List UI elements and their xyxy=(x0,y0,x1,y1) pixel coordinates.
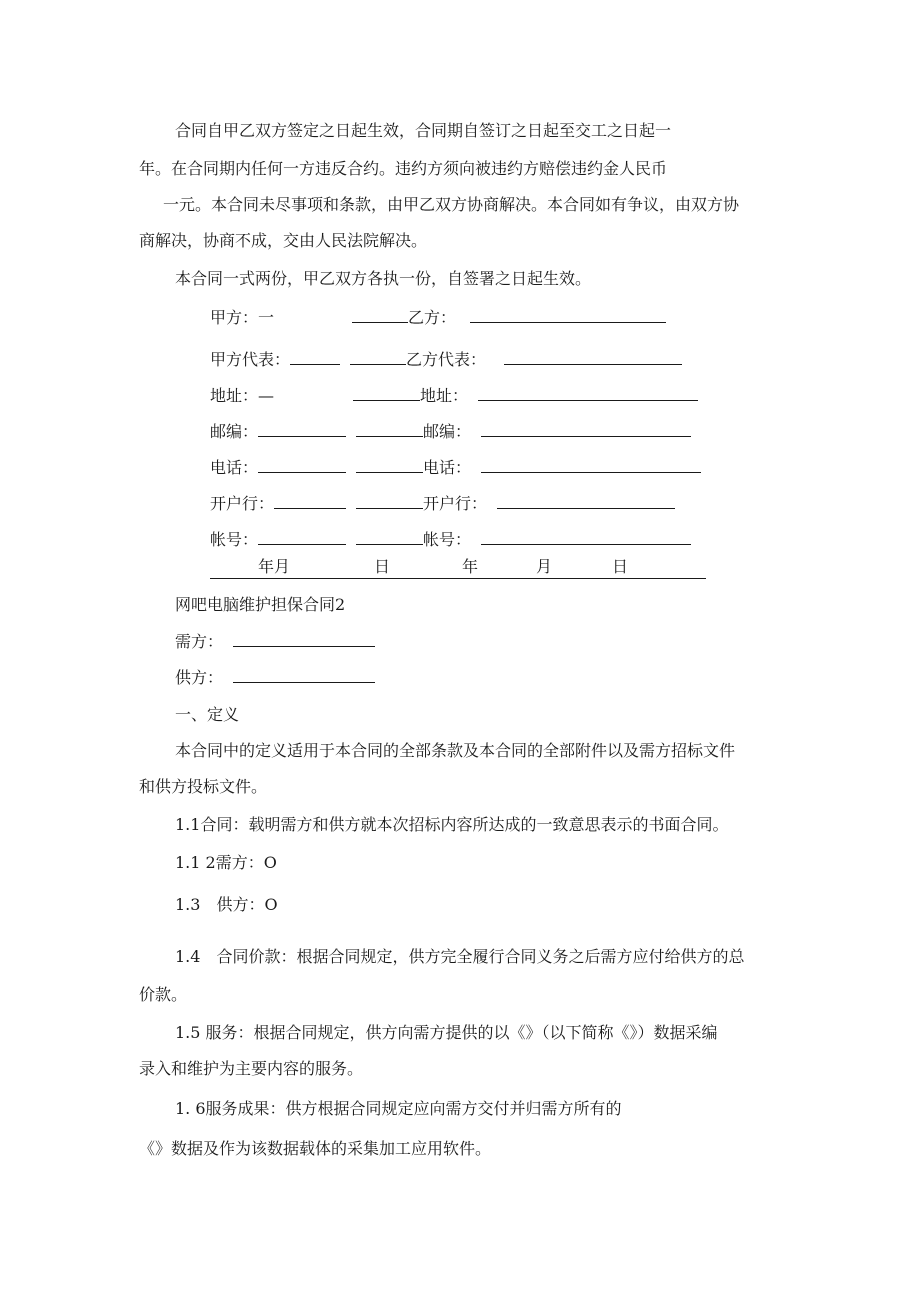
paragraph-effective-line2: 年。在合同期内任何一方违反合约。违约方须向被违约方赔偿违约金人民币 xyxy=(139,159,668,178)
acct-a-blank xyxy=(258,528,346,545)
party-b-label: 乙方： xyxy=(408,308,457,327)
signature-row-zip xyxy=(210,420,691,443)
section-definitions: 一、定义 xyxy=(175,705,240,724)
bank-b-label: 开户行： xyxy=(423,494,488,513)
clause-1-1: 1.1合同：载明需方和供方就本次招标内容所达成的一致意思表示的书面合同。 xyxy=(175,815,729,834)
definitions-line1: 本合同中的定义适用于本合同的全部条款及本合同的全部附件以及需方招标文件 xyxy=(175,741,736,760)
supply-party-row xyxy=(175,666,375,689)
date-day-a: 日 xyxy=(374,557,391,576)
rep-a-label: 甲方代表： xyxy=(210,350,291,369)
party-b-blank xyxy=(470,306,666,323)
acct-b-label: 帐号： xyxy=(423,530,472,549)
rep-a-blank2 xyxy=(350,348,406,365)
bank-b-blank xyxy=(497,492,675,509)
signature-row-bank xyxy=(210,492,675,515)
contract2-title: 网吧电脑维护担保合同2 xyxy=(175,595,346,614)
party-a-label: 甲方：一 xyxy=(210,308,275,327)
acct-a-label: 帐号： xyxy=(210,530,259,549)
signature-date-row xyxy=(210,556,706,579)
clause-1-5-line2: 录入和维护为主要内容的服务。 xyxy=(139,1059,364,1078)
rep-b-label: 乙方代表： xyxy=(406,350,487,369)
supply-label: 供方： xyxy=(175,668,224,687)
tel-a-blank2 xyxy=(356,456,423,473)
zip-a-label: 邮编： xyxy=(210,422,259,441)
addr-b-blank xyxy=(478,384,698,401)
clause-1-4-line1: 1.4 合同价款：根据合同规定，供方完全履行合同义务之后需方应付给供方的总 xyxy=(175,947,745,966)
paragraph-effective-line4: 商解决，协商不成，交由人民法院解决。 xyxy=(139,231,428,250)
demand-blank xyxy=(233,630,375,647)
clause-1-3: 1.3 供方：O xyxy=(175,895,278,914)
rep-a-blank xyxy=(290,348,340,365)
acct-a-blank2 xyxy=(356,528,423,545)
tel-b-label: 电话： xyxy=(423,458,472,477)
bank-a-blank xyxy=(274,492,346,509)
zip-a-blank2 xyxy=(356,420,423,437)
signature-row-address xyxy=(210,384,698,407)
signature-row-phone xyxy=(210,456,701,479)
bank-a-label: 开户行： xyxy=(210,494,275,513)
addr-b-label: 地址： xyxy=(420,386,469,405)
clause-1-5-line1: 1.5 服务：根据合同规定，供方向需方提供的以《》（以下简称《》）数据采编 xyxy=(175,1023,718,1042)
zip-b-label: 邮编： xyxy=(423,422,472,441)
zip-b-blank xyxy=(481,420,691,437)
tel-a-blank xyxy=(258,456,346,473)
paragraph-copies: 本合同一式两份，甲乙双方各执一份，自签署之日起生效。 xyxy=(175,269,592,288)
signature-row-representative xyxy=(210,348,682,371)
zip-a-blank xyxy=(258,420,346,437)
rep-b-blank xyxy=(504,348,682,365)
signature-row-party xyxy=(210,306,666,329)
addr-a-blank xyxy=(353,384,420,401)
demand-party-row xyxy=(175,630,375,653)
clause-1-2: 1.1 2需方：O xyxy=(175,853,277,872)
date-year-b: 年 xyxy=(462,557,479,576)
clause-1-4-line2: 价款。 xyxy=(139,985,188,1004)
clause-1-6-line2: 《》数据及作为该数据载体的采集加工应用软件。 xyxy=(139,1139,492,1158)
date-day-b: 日 xyxy=(612,557,629,576)
supply-blank xyxy=(233,666,375,683)
definitions-line2: 和供方投标文件。 xyxy=(139,777,268,796)
date-month-b: 月 xyxy=(536,557,553,576)
demand-label: 需方： xyxy=(175,632,224,651)
clause-1-6-line1: 1. 6服务成果：供方根据合同规定应向需方交付并归需方所有的 xyxy=(175,1099,622,1118)
acct-b-blank xyxy=(481,528,691,545)
date-year-month-a: 年月 xyxy=(258,557,291,576)
bank-a-blank2 xyxy=(356,492,423,509)
party-a-blank xyxy=(352,306,408,323)
addr-a-label: 地址：— xyxy=(210,386,275,405)
paragraph-effective-line1: 合同自甲乙双方签定之日起生效，合同期自签订之日起至交工之日起一 xyxy=(175,121,672,140)
paragraph-effective-line3: 一元。本合同未尽事项和条款，由甲乙双方协商解决。本合同如有争议，由双方协 xyxy=(163,195,740,214)
tel-b-blank xyxy=(481,456,701,473)
signature-row-account xyxy=(210,528,691,551)
tel-a-label: 电话： xyxy=(210,458,259,477)
